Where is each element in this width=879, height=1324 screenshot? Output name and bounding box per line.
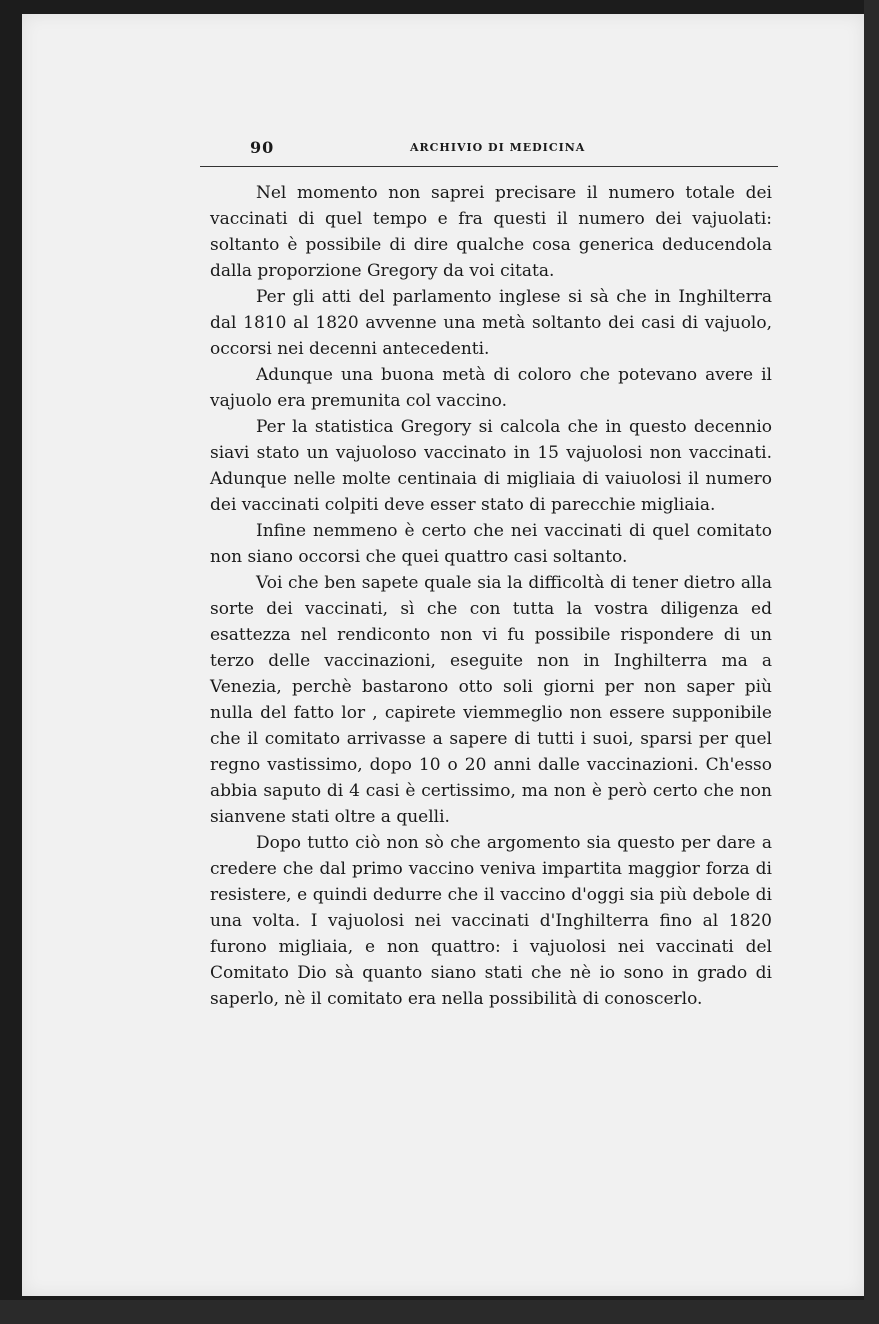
- paragraph: Voi che ben sapete quale sia la difficoltà di tener dietro alla sorte dei vaccinati, sì che con tutta la vostra diligenza ed esattezza nel rendiconto non vi fu possibile rispondere di un terzo delle vaccinazioni, eseguite non in Inghilterra ma a Venezia, perchè bastarono otto soli giorni per non saper più nulla del fatto lor , capirete viemmeglio non essere supponibile che il comitato arrivasse a sapere di tutti i suoi, sparsi per quel regno vastissimo, dopo 10 o 20 anni dalle vaccinazioni. Ch'esso abbia saputo di 4 casi è certissimo, ma non è però certo che non sianvene stati oltre a quelli.: [210, 573, 772, 827]
- page-edge-right: [864, 0, 879, 1324]
- paragraph: Per gli atti del parlamento inglese si sà che in Inghilterra dal 1810 al 1820 avvenne una metà soltanto dei casi di vajuolo, occorsi nei decenni antecedenti.: [210, 287, 772, 359]
- paragraph: Per la statistica Gregory si calcola che in questo decennio siavi stato un vajuoloso vaccinato in 15 vajuolosi non vaccinati. Adunque nelle molte centinaia di migliaia di vaiuolosi il numero dei vaccinati colpiti deve esser stato di parecchie migliaia.: [210, 417, 772, 515]
- page-number: 90: [250, 138, 275, 157]
- paragraph: Infine nemmeno è certo che nei vaccinati di quel comitato non siano occorsi che quei quattro casi soltanto.: [210, 521, 772, 567]
- header-rule: [200, 166, 778, 167]
- paragraph: Adunque una buona metà di coloro che potevano avere il vajuolo era premunita col vaccino.: [210, 365, 772, 411]
- paragraph: Nel momento non saprei precisare il numero totale dei vaccinati di quel tempo e fra questi il numero dei vajuolati: soltanto è possibile di dire qualche cosa generica deducendola dalla proporzione Gregory da voi citata.: [210, 183, 772, 281]
- paragraph: Dopo tutto ciò non sò che argomento sia questo per dare a credere che dal primo vaccino veniva impartita maggior forza di resistere, e quindi dedurre che il vaccino d'oggi sia più debole di una volta. I vajuolosi nei vaccinati d'Inghilterra fino al 1820 furono migliaia, e non quattro: i vajuolosi nei vaccinati del Comitato Dio sà quanto siano stati che nè io sono in grado di saperlo, nè il comitato era nella possibilità di conoscerlo.: [210, 833, 772, 1009]
- page-header: [200, 138, 778, 160]
- running-head: ARCHIVIO DI MEDICINA: [410, 141, 586, 154]
- body-text: [210, 180, 772, 1012]
- page-edge-bottom: [0, 1300, 879, 1324]
